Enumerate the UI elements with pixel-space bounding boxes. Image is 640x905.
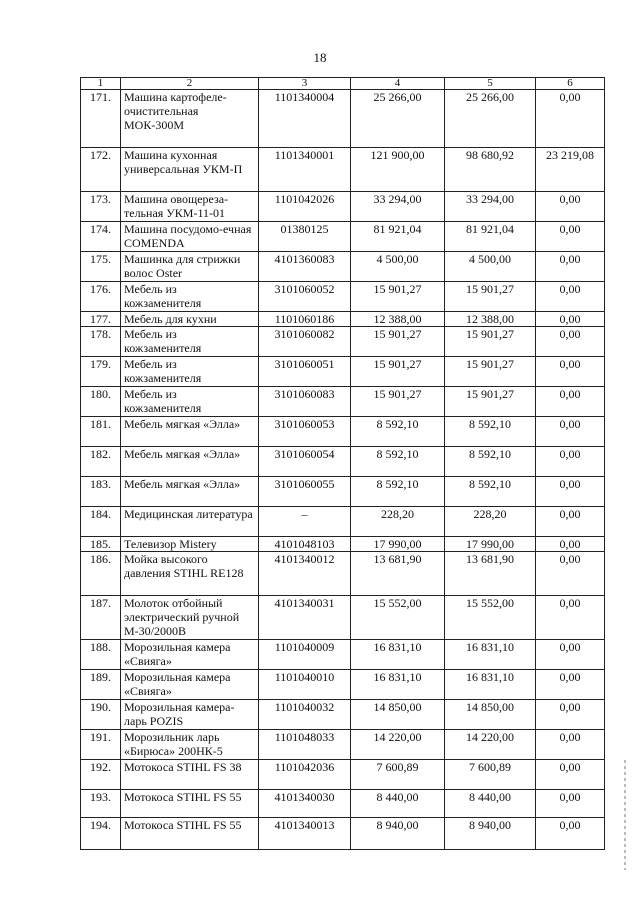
item-name: Мебель из кожзаменителя [121,357,259,387]
residual-value: 0,00 [536,596,605,640]
inventory-code: – [259,507,351,537]
depreciation: 8 940,00 [445,818,536,850]
table-row [81,90,605,148]
row-number: 172. [81,148,121,192]
row-number: 182. [81,447,121,477]
table-row [81,818,605,850]
item-name: Мотокоса STIHL FS 55 [121,818,259,850]
item-name: Машинка для стрижки волос Oster [121,252,259,282]
row-number: 188. [81,640,121,670]
depreciation: 228,20 [445,507,536,537]
inventory-code: 3101060055 [259,477,351,507]
residual-value: 0,00 [536,477,605,507]
row-number: 184. [81,507,121,537]
inventory-code: 4101048103 [259,537,351,552]
depreciation: 15 901,27 [445,327,536,357]
table-row [81,252,605,282]
depreciation: 8 592,10 [445,447,536,477]
item-name: Машина овощереза-тельная УКМ-11-01 [121,192,259,222]
depreciation: 15 552,00 [445,596,536,640]
row-number: 189. [81,670,121,700]
inventory-code: 3101060083 [259,387,351,417]
depreciation: 8 592,10 [445,417,536,447]
table-row [81,312,605,327]
table-row [81,477,605,507]
residual-value: 0,00 [536,252,605,282]
item-name: Мебель из кожзаменителя [121,387,259,417]
initial-cost: 81 921,04 [351,222,445,252]
initial-cost: 12 388,00 [351,312,445,327]
item-name: Мебель мягкая «Элла» [121,477,259,507]
initial-cost: 16 831,10 [351,640,445,670]
table-row [81,730,605,760]
depreciation: 13 681,90 [445,552,536,596]
table-row [81,760,605,790]
inventory-code: 4101340012 [259,552,351,596]
item-name: Морозильная камера «Свияга» [121,670,259,700]
item-name: Мебель мягкая «Элла» [121,447,259,477]
row-number: 177. [81,312,121,327]
residual-value: 0,00 [536,552,605,596]
item-name: Мотокоса STIHL FS 55 [121,790,259,818]
depreciation: 15 901,27 [445,357,536,387]
inventory-code: 1101340001 [259,148,351,192]
table-row [81,222,605,252]
depreciation: 25 266,00 [445,90,536,148]
table-row [81,537,605,552]
inventory-code: 3101060053 [259,417,351,447]
residual-value: 0,00 [536,670,605,700]
initial-cost: 25 266,00 [351,90,445,148]
initial-cost: 228,20 [351,507,445,537]
residual-value: 0,00 [536,640,605,670]
item-name: Морозильник ларь «Бирюса» 200НК-5 [121,730,259,760]
item-name: Молоток отбойный электрический ручной М-30/2000В [121,596,259,640]
depreciation: 4 500,00 [445,252,536,282]
initial-cost: 8 940,00 [351,818,445,850]
table-row [81,148,605,192]
inventory-code: 4101340030 [259,790,351,818]
inventory-code: 3101060082 [259,327,351,357]
inventory-code: 01380125 [259,222,351,252]
row-number: 173. [81,192,121,222]
residual-value: 0,00 [536,818,605,850]
inventory-code: 1101042036 [259,760,351,790]
table-row [81,387,605,417]
initial-cost: 8 592,10 [351,477,445,507]
depreciation: 15 901,27 [445,282,536,312]
inventory-code: 3101060054 [259,447,351,477]
depreciation: 33 294,00 [445,192,536,222]
residual-value: 0,00 [536,537,605,552]
inventory-code: 4101360083 [259,252,351,282]
page-number: 18 [313,50,327,65]
inventory-code: 1101048033 [259,730,351,760]
row-number: 191. [81,730,121,760]
row-number: 183. [81,477,121,507]
item-name: Машина кухонная универсальная УКМ-П [121,148,259,192]
table-row [81,327,605,357]
row-number: 186. [81,552,121,596]
inventory-code: 4101340013 [259,818,351,850]
item-name: Мебель мягкая «Элла» [121,417,259,447]
item-name: Мотокоса STIHL FS 38 [121,760,259,790]
inventory-code: 4101340031 [259,596,351,640]
initial-cost: 16 831,10 [351,670,445,700]
table-row [81,700,605,730]
residual-value: 0,00 [536,312,605,327]
table-row [81,357,605,387]
table-header-row [81,78,605,90]
residual-value: 0,00 [536,192,605,222]
row-number: 190. [81,700,121,730]
depreciation: 98 680,92 [445,148,536,192]
row-number: 171. [81,90,121,148]
column-header: 3 [259,78,351,90]
inventory-code: 1101060186 [259,312,351,327]
depreciation: 81 921,04 [445,222,536,252]
depreciation: 7 600,89 [445,760,536,790]
table-row [81,790,605,818]
column-header: 1 [81,78,121,90]
item-name: Мебель из кожзаменителя [121,327,259,357]
depreciation: 16 831,10 [445,670,536,700]
initial-cost: 8 592,10 [351,447,445,477]
item-name: Мебель из кожзаменителя [121,282,259,312]
initial-cost: 14 220,00 [351,730,445,760]
initial-cost: 4 500,00 [351,252,445,282]
row-number: 181. [81,417,121,447]
item-name: Машина посудомо-ечная COMENDA [121,222,259,252]
table-row [81,640,605,670]
initial-cost: 15 901,27 [351,327,445,357]
residual-value: 0,00 [536,417,605,447]
inventory-code: 1101340004 [259,90,351,148]
initial-cost: 15 901,27 [351,357,445,387]
inventory-code: 3101060051 [259,357,351,387]
residual-value: 0,00 [536,357,605,387]
column-header: 6 [536,78,605,90]
residual-value: 0,00 [536,700,605,730]
row-number: 187. [81,596,121,640]
initial-cost: 17 990,00 [351,537,445,552]
initial-cost: 8 440,00 [351,790,445,818]
residual-value: 0,00 [536,327,605,357]
column-header: 5 [445,78,536,90]
table-row [81,282,605,312]
item-name: Морозильная камера-ларь POZIS [121,700,259,730]
inventory-table [80,77,605,850]
depreciation: 8 440,00 [445,790,536,818]
inventory-code: 3101060052 [259,282,351,312]
row-number: 185. [81,537,121,552]
residual-value: 0,00 [536,387,605,417]
column-header: 2 [121,78,259,90]
table-row [81,192,605,222]
row-number: 176. [81,282,121,312]
initial-cost: 121 900,00 [351,148,445,192]
depreciation: 17 990,00 [445,537,536,552]
initial-cost: 15 901,27 [351,282,445,312]
row-number: 192. [81,760,121,790]
residual-value: 0,00 [536,222,605,252]
depreciation: 14 850,00 [445,700,536,730]
row-number: 180. [81,387,121,417]
item-name: Мойка высокого давления STIHL RE128 [121,552,259,596]
table-row [81,447,605,477]
table-body [81,90,605,850]
residual-value: 0,00 [536,282,605,312]
initial-cost: 15 901,27 [351,387,445,417]
initial-cost: 14 850,00 [351,700,445,730]
depreciation: 16 831,10 [445,640,536,670]
scan-edge-mark [624,760,626,870]
row-number: 174. [81,222,121,252]
inventory-code: 1101040032 [259,700,351,730]
row-number: 193. [81,790,121,818]
table-row [81,552,605,596]
column-header: 4 [351,78,445,90]
initial-cost: 13 681,90 [351,552,445,596]
item-name: Медицинская литература [121,507,259,537]
inventory-code: 1101040010 [259,670,351,700]
table-row [81,507,605,537]
row-number: 175. [81,252,121,282]
residual-value: 0,00 [536,90,605,148]
item-name: Морозильная камера «Свияга» [121,640,259,670]
initial-cost: 8 592,10 [351,417,445,447]
table-row [81,417,605,447]
inventory-code: 1101042026 [259,192,351,222]
depreciation: 8 592,10 [445,477,536,507]
table-row [81,670,605,700]
table-row [81,596,605,640]
residual-value: 0,00 [536,760,605,790]
residual-value: 23 219,08 [536,148,605,192]
residual-value: 0,00 [536,507,605,537]
depreciation: 12 388,00 [445,312,536,327]
initial-cost: 7 600,89 [351,760,445,790]
item-name: Мебель для кухни [121,312,259,327]
residual-value: 0,00 [536,730,605,760]
initial-cost: 15 552,00 [351,596,445,640]
residual-value: 0,00 [536,790,605,818]
item-name: Машина картофеле-очистительная МОК-300М [121,90,259,148]
initial-cost: 33 294,00 [351,192,445,222]
inventory-code: 1101040009 [259,640,351,670]
item-name: Телевизор Mistery [121,537,259,552]
depreciation: 15 901,27 [445,387,536,417]
row-number: 194. [81,818,121,850]
residual-value: 0,00 [536,447,605,477]
depreciation: 14 220,00 [445,730,536,760]
row-number: 179. [81,357,121,387]
row-number: 178. [81,327,121,357]
